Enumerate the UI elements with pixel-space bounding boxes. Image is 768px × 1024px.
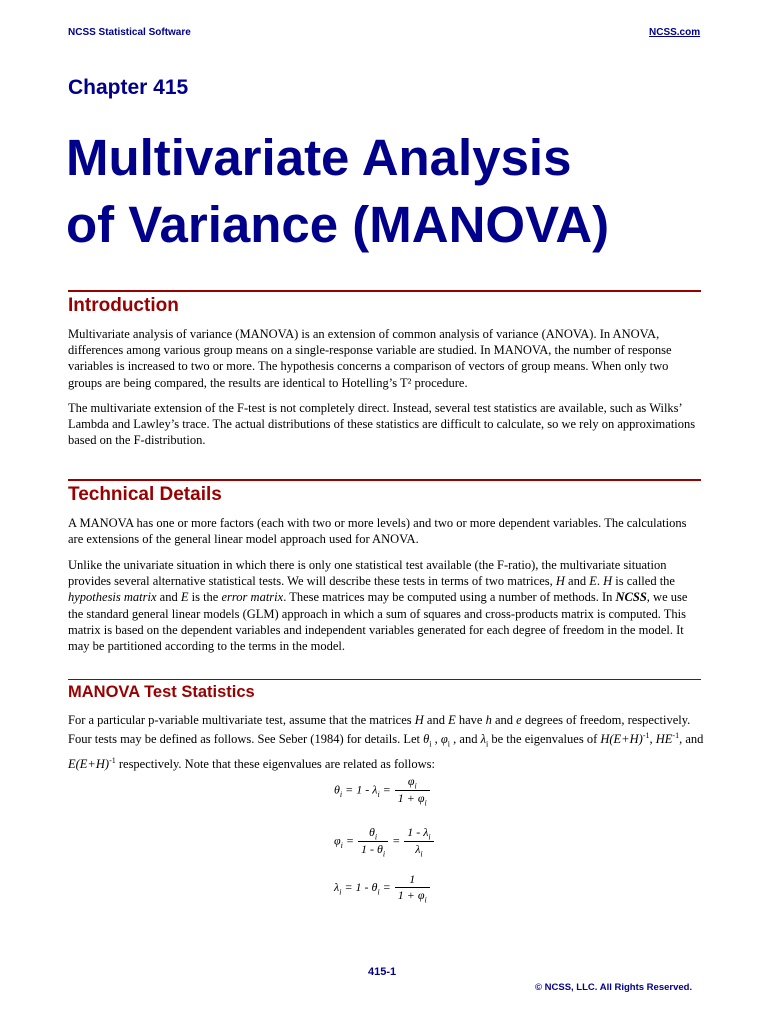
manova-paragraph-1: For a particular p-variable multivariate test, assume that the matrices H and E have h and e degrees of freedom, respectively. Four tests may be defined as follows. See Seber (1984) for details. Let $\theta_i$ , $\varphi_i$ , and $\lambda_i$ be the eigenvalues of $H(E+H)^{-1}$, $HE^{-1}$, and $E(E+H)^{-1}$ respectively. Note that these eigenvalues are related as follows: [68,713,704,772]
equation-theta: $\theta_i = 1 - \lambda_i$ = $\frac{\varphi_i}{1 + \varphi_i}$ [334,774,431,808]
header-software-name: NCSS Statistical Software [68,27,191,38]
equation-lambda: $\lambda_i = 1 - \theta_i$ = $\frac{1}{1 + \varphi_i}$ [334,872,431,904]
title-line-2: of Variance (MANOVA) [66,196,610,253]
title-line-1: Multivariate Analysis [66,129,572,186]
section-divider [68,479,701,481]
header-ncss-link[interactable]: NCSS.com [649,27,701,38]
section-divider [68,290,701,292]
technical-paragraph-2: Unlike the univariate situation in which there is only one statistical test available (the F-ratio), the multivariate situation provides several alternative statistical tests. We will describe these tests in terms of two matrices, H and E. H is called the hypothesis matrix and E is the error matrix. These matrices may be computed using a number of methods. In NCSS, we use the standard general linear models (GLM) approach in which a sum of squares and cross-products matrix is computed. This matrix is based on the dependent variables and independent variables generated for each degree of freedom in the model. It may be partitioned according to the terms in the model. [68,558,688,654]
introduction-heading: Introduction [68,295,179,316]
introduction-paragraph-1: Multivariate analysis of variance (MANOVA) is an extension of common analysis of variance (ANOVA). In ANOVA, differences among various group means on a single-response variable are studied. In MANOVA, the number of response variables is increased to two or more. The hypothesis concerns a comparison of vectors of group means. When only two groups are being compared, the results are identical to Hotelling’s T² procedure. [68,327,672,390]
page-number: 415-1 [368,966,397,978]
copyright-notice: © NCSS, LLC. All Rights Reserved. [535,982,693,993]
technical-details-heading: Technical Details [68,484,222,505]
subsection-divider [68,679,701,680]
page-title [66,124,726,258]
manova-test-statistics-heading: MANOVA Test Statistics [68,683,255,701]
technical-paragraph-1: A MANOVA has one or more factors (each with two or more levels) and two or more dependent variables. The calculations are extensions of the general linear model approach used for ANOVA. [68,516,687,547]
equation-phi: $\varphi_i$ = $\frac{\theta_i}{1 - \theta_i}$ = $\frac{1 - \lambda_i}{\lambda_i}$ [334,825,435,859]
introduction-paragraph-2: The multivariate extension of the F-test is not completely direct. Instead, several test statistics are available, such as Wilks’ Lambda and Lawley’s trace. The actual distributions of these statistics are difficult to calculate, so we rely on approximations based on the F-distribution. [68,401,696,448]
chapter-number: Chapter 415 [68,76,189,99]
